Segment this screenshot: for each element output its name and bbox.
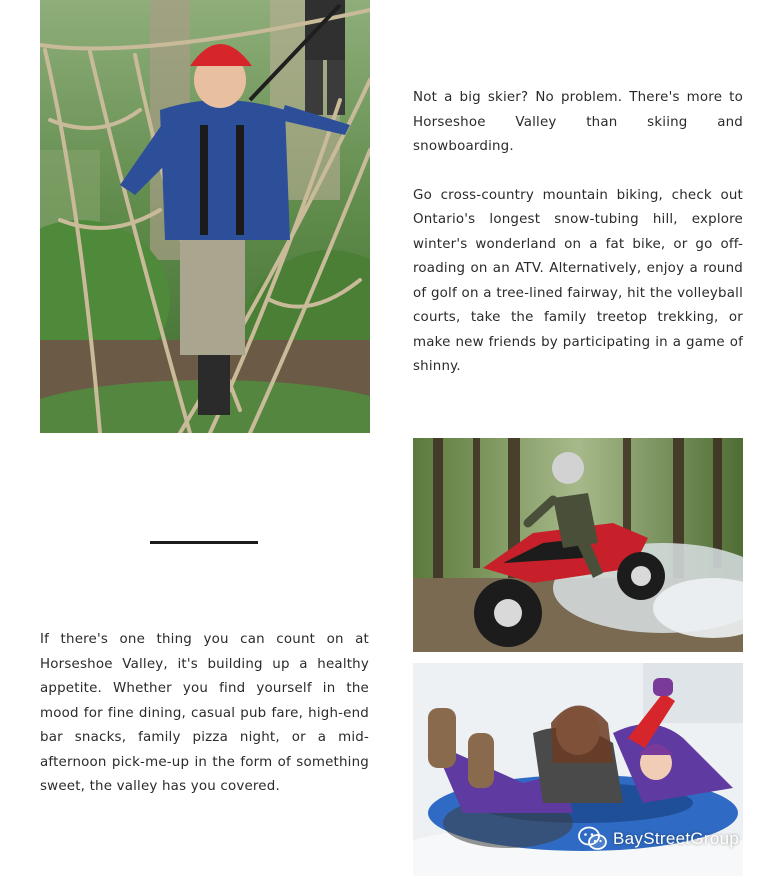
watermark-label: BayStreetGroup — [613, 829, 740, 848]
treetop-illustration — [40, 0, 370, 433]
activities-body: Go cross-country mountain biking, check out Ontario's longest snow-tubing hill, explore winter's wonderland on a fat bike, or go off-roading on an ATV. Alternatively, enjoy a round of golf on a tree-lined fairway, hit the volleyball courts, take the family treetop trekking, or make new friends by participating in a game of shinny. — [413, 187, 743, 374]
atv-illustration — [413, 438, 743, 652]
watermark — [578, 826, 739, 852]
dining-body: If there's one thing you can count on at Horseshoe Valley, it's building up a healthy appetite. Whether you find yourself in the mood for fine dining, casual pub fare, high-end bar snacks, family pizza night, or a mid-afternoon pick-me-up in the form of something sweet, the valley has you covered. — [40, 632, 369, 794]
section-divider — [150, 541, 258, 544]
dining-text — [40, 628, 369, 800]
photo-treetop-trekking-child — [40, 0, 370, 433]
wechat-icon — [578, 826, 608, 852]
activities-text — [413, 86, 743, 380]
photo-atv-off-roading — [413, 438, 743, 652]
activities-intro: Not a big skier? No problem. There's more to Horseshoe Valley than skiing and snowboarding. — [413, 90, 743, 154]
